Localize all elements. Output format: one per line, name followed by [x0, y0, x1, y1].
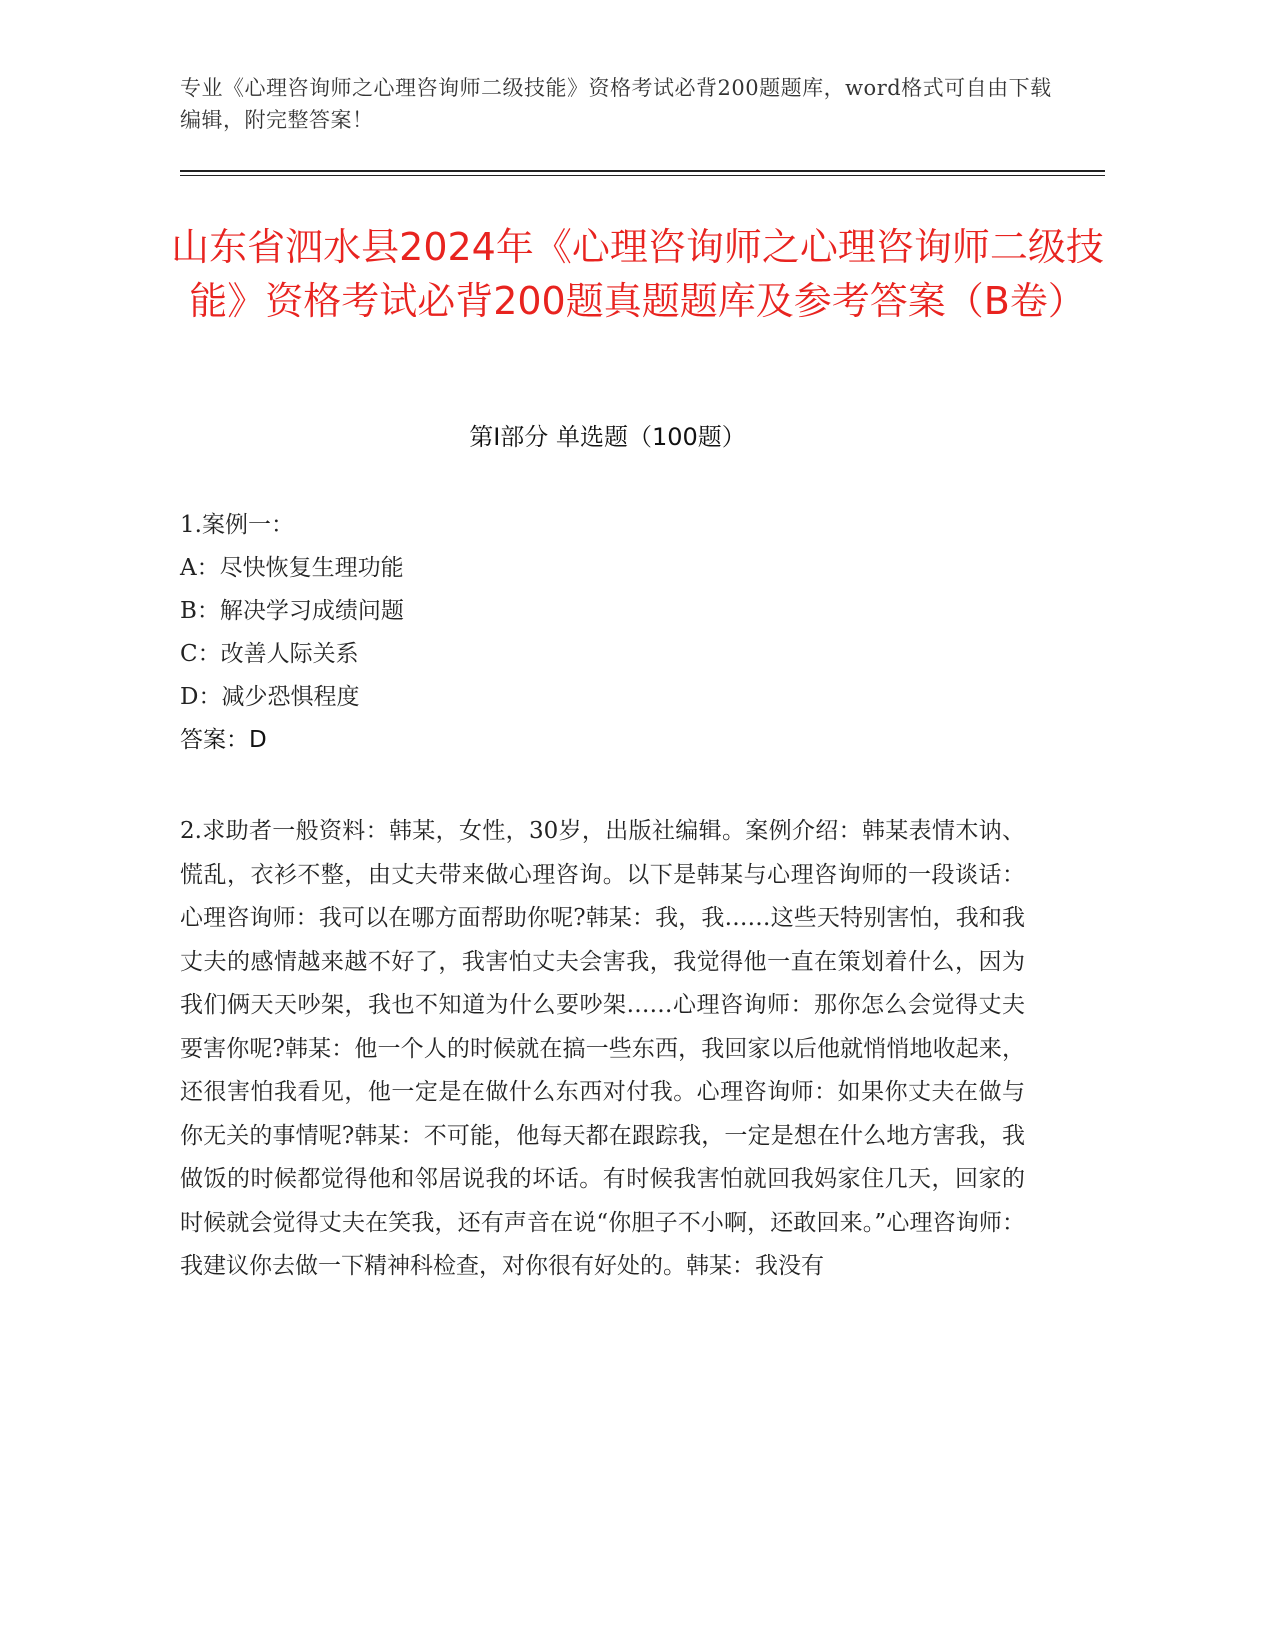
document-title: 山东省泗水县2024年《心理咨询师之心理咨询师二级技能》资格考试必背200题真题题库及参考答案（B卷）	[171, 225, 1104, 323]
option-b: B：解决学习成绩问题	[180, 598, 404, 624]
option-a: A：尽快恢复生理功能	[180, 555, 404, 581]
header-divider-thick	[180, 170, 1105, 172]
question-stem: 2.求助者一般资料：韩某，女性，30岁，出版社编辑。案例介绍：韩某表情木讷、慌乱，衣衫不整，由丈夫带来做心理咨询。以下是韩某与心理咨询师的一段谈话：心理咨询师：我可以在哪方面帮助你呢?韩某：我，我……这些天特别害怕，我和我丈夫的感情越来越不好了，我害怕丈夫会害我，我觉得他一直在策划着什么，因为我们俩天天吵架，我也不知道为什么要吵架……心理咨询师：那你怎么会觉得丈夫要害你呢?韩某：他一个人的时候就在搞一些东西，我回家以后他就悄悄地收起来，还很害怕我看见，他一定是在做什么东西对付我。心理咨询师：如果你丈夫在做与你无关的事情呢?韩某：不可能，他每天都在跟踪我，一定是想在什么地方害我，我做饭的时候都觉得他和邻居说我的坏话。有时候我害怕就回我妈家住几天，回家的时候就会觉得丈夫在笑我，还有声音在说“你胆子不小啊，还敢回来。”心理咨询师：我建议你去做一下精神科检查，对你很有好处的。韩某：我没有	[180, 818, 1025, 1279]
section-heading: 第Ⅰ部分 单选题（100题）	[469, 423, 746, 451]
question-1	[180, 508, 1040, 766]
question-stem: 1.案例一：	[180, 512, 294, 538]
header-divider-thin	[180, 175, 1105, 176]
option-c: C：改善人际关系	[180, 641, 359, 667]
answer: 答案：D	[180, 727, 267, 753]
question-2	[180, 810, 1025, 1289]
option-d: D：减少恐惧程度	[180, 684, 360, 710]
header-note: 专业《心理咨询师之心理咨询师二级技能》资格考试必背200题题库，word格式可自由下载编辑，附完整答案！	[180, 76, 1052, 132]
